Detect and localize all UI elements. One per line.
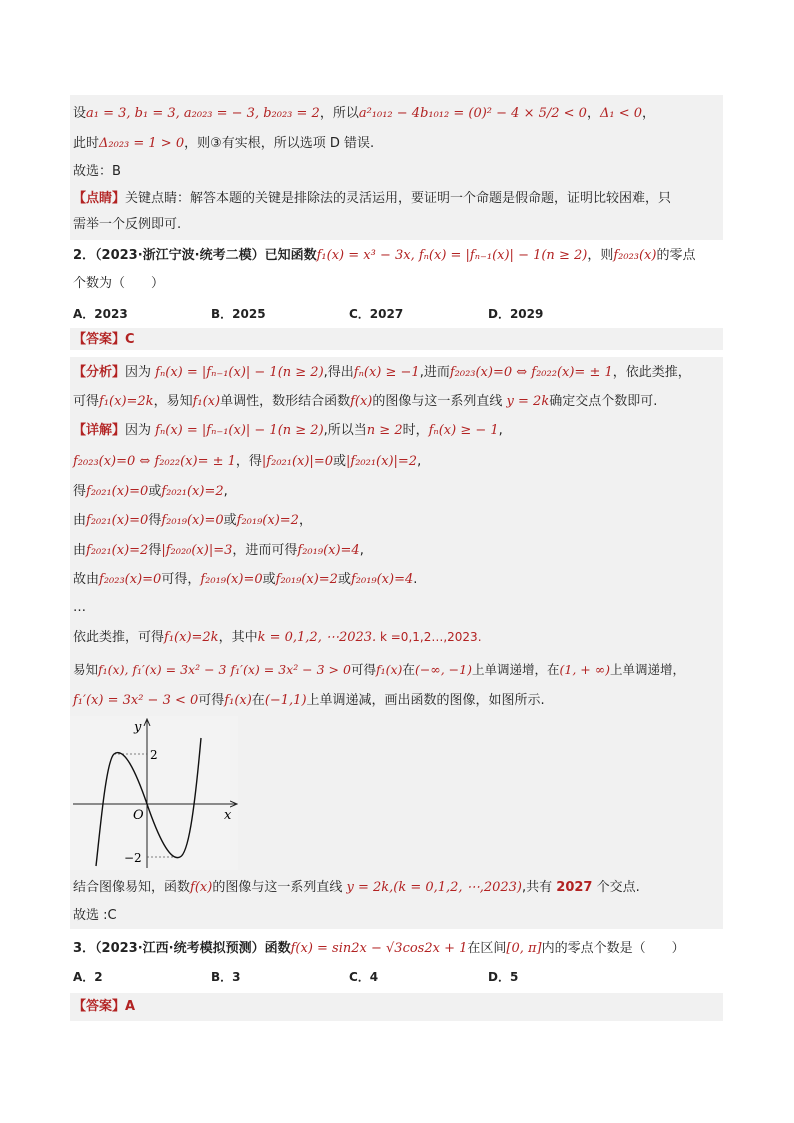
text: 得 [148, 543, 162, 558]
function-graph-svg [70, 716, 238, 870]
text: 的图像与这一系列直线 [372, 394, 503, 409]
text: 故选：B [73, 164, 121, 179]
q2-answer: 【答案】C [73, 332, 135, 347]
q3-option-c: C．4 [349, 970, 379, 984]
text: 或 [262, 572, 276, 587]
math: f₂₀₁₉(x)=0 [200, 572, 263, 587]
text: 故选 :C [73, 908, 117, 923]
math: f₂₀₁₉(x)=2 [275, 572, 338, 587]
math: f₂₀₂₃(x)=0 [99, 572, 162, 587]
text: ,所以当 [323, 423, 367, 438]
answer-block-3 [70, 993, 723, 1021]
math: [0, π] [506, 941, 542, 956]
q2-detail-line-3 [73, 482, 228, 502]
math: f₂₀₂₃(x)=0 ⇔ f₂₀₂₂(x)= ± 1 [449, 365, 613, 380]
text: 可得 [198, 693, 225, 708]
math: f₂₀₁₉(x)=4 [297, 543, 360, 558]
math: f₂₀₂₃(x) [613, 248, 657, 263]
q2-choose [73, 906, 117, 926]
math: f₁(x)=2k [164, 630, 219, 645]
text: … [73, 600, 86, 615]
text: , [417, 454, 422, 469]
text: 需举一个反例即可. [73, 217, 182, 232]
q2-option-b: B．2025 [211, 307, 266, 321]
text: 单调性，数形结合函数 [220, 394, 351, 409]
note-tag: 【点睛】 [73, 191, 126, 206]
text: 故由 [73, 572, 100, 587]
q2-detail-line-9 [73, 660, 685, 680]
math: (−∞, −1) [414, 662, 472, 677]
text: 关键点睛：解答本题的关键是排除法的灵活运用，要证明一个命题是假命题，证明比较困难，只 [125, 191, 672, 206]
s1-line-1 [73, 104, 655, 124]
text: 个交点. [596, 880, 640, 895]
s1-note-line-1 [73, 189, 671, 209]
q2-detail-line-2 [73, 452, 421, 472]
math: y = 2k [506, 394, 550, 409]
math: f₂₀₂₁(x)=0 [86, 513, 149, 528]
q2-detail-line-1 [73, 421, 503, 441]
math: f₁(x) [224, 693, 252, 708]
math: f₁(x) [375, 662, 403, 677]
text: 或 [223, 513, 237, 528]
text: 易知 [73, 662, 99, 677]
math: (1, + ∞) [559, 662, 610, 677]
text: k =0,1,2…,2023. [376, 630, 482, 644]
tick-2: 2 [150, 748, 158, 762]
math: |f₂₀₂₁(x)|=2 [346, 454, 418, 469]
text: 因为 [125, 365, 152, 380]
text: 的零点 [656, 248, 696, 263]
text: ,进而 [419, 365, 450, 380]
text: 依此类推，可得 [73, 630, 165, 645]
q3-answer: 【答案】A [73, 999, 136, 1014]
q3-stem [73, 939, 685, 959]
q2-analysis-line-1 [73, 363, 691, 383]
q2-detail-line-8 [73, 627, 482, 648]
text: ， [586, 106, 600, 121]
text: 由 [73, 543, 87, 558]
s1-note-line-2 [73, 215, 181, 235]
math: f₂₀₂₃(x)=0 ⇔ f₂₀₂₂(x)= ± 1 [73, 454, 236, 469]
text: 得 [73, 484, 87, 499]
text: , [498, 423, 503, 438]
math: f₁′(x) = 3x² − 3 > 0 [230, 662, 351, 677]
cubic-curve [96, 738, 201, 866]
q2-detail-line-5 [73, 541, 364, 561]
text: 在 [402, 662, 415, 677]
math: f(x) = sin2x − √3cos2x + 1 [290, 941, 468, 956]
answer-block-2 [70, 328, 723, 350]
text: 的图像与这一系列直线 [212, 880, 343, 895]
math: Δ₁ < 0 [599, 106, 642, 121]
q3-option-d: D．5 [488, 970, 519, 984]
text: ， [642, 106, 656, 121]
math: fₙ(x) = |fₙ₋₁(x)| − 1(n ≥ 2) [155, 423, 324, 438]
text: ，得 [235, 454, 262, 469]
text: , [223, 484, 228, 499]
text: . [413, 572, 418, 587]
text: 此时 [73, 136, 100, 151]
math: Δ₂₀₂₃ = 1 > 0 [99, 136, 185, 151]
text: 由 [73, 513, 87, 528]
text: ，依此类推， [612, 365, 691, 380]
text: ，进而可得 [232, 543, 298, 558]
text: 得 [148, 513, 162, 528]
math: f₂₀₂₁(x)=2 [86, 543, 149, 558]
math: a²₁₀₁₂ − 4b₁₀₁₂ = (0)² − 4 × 5/2 < 0 [358, 106, 587, 121]
text: 可得 [350, 662, 376, 677]
function-graph [70, 716, 238, 870]
q2-detail-ellipsis [73, 598, 86, 618]
q3-option-a: A．2 [73, 970, 103, 984]
q2-detail-line-11 [73, 878, 640, 898]
math: f₁′(x) = 3x² − 3 < 0 [73, 693, 199, 708]
q2-detail-line-6 [73, 570, 417, 590]
text: 结合图像易知，函数 [73, 880, 191, 895]
detail-tag: 【详解】 [73, 423, 126, 438]
y-label: y [134, 720, 142, 735]
q2-option-a: A．2023 [73, 307, 128, 321]
tick-neg-2: −2 [124, 851, 142, 865]
text: 因为 [125, 423, 152, 438]
analysis-tag: 【分析】 [73, 365, 126, 380]
q3-option-b: B．3 [211, 970, 241, 984]
math: |f₂₀₂₁(x)|=0 [261, 454, 333, 469]
math: n ≥ 2 [366, 423, 403, 438]
math: fₙ(x) ≥ − 1 [428, 423, 499, 438]
math: f₁(x), f₁′(x) = 3x² − 3 [98, 662, 227, 677]
q2-option-d: D．2029 [488, 307, 544, 321]
math: fₙ(x) = |fₙ₋₁(x)| − 1(n ≥ 2) [155, 365, 324, 380]
q2-analysis-line-2 [73, 392, 657, 412]
math: k = 0,1,2, ⋯2023. [257, 630, 377, 645]
text: 上单调递增， [610, 662, 686, 677]
q2-option-c: C．2027 [349, 307, 404, 321]
text: 上单调递增，在 [471, 662, 560, 677]
text: 个数为（ ） [73, 276, 165, 291]
text: 或 [148, 484, 162, 499]
text: ，所以 [319, 106, 359, 121]
origin-label: O [133, 808, 144, 823]
math: f(x) [190, 880, 213, 895]
math: f₁(x)=2k [99, 394, 154, 409]
text: ,得出 [323, 365, 354, 380]
math: f₂₀₂₁(x)=2 [161, 484, 224, 499]
math: f₁(x) = x³ − 3x, fₙ(x) = |fₙ₋₁(x)| − 1(n ≥ 2) [316, 248, 588, 263]
math: |f₂₀₂₀(x)|=3 [161, 543, 233, 558]
text: 或 [337, 572, 351, 587]
math: y = 2k,(k = 0,1,2, ⋯,2023) [346, 880, 522, 895]
text: , [359, 543, 364, 558]
q2-detail-line-10 [73, 691, 545, 711]
text: 可得 [73, 394, 100, 409]
math: a₁ = 3, b₁ = 3, a₂₀₂₃ = − 3, b₂₀₂₃ = 2 [86, 106, 320, 121]
text: 2．（2023·浙江宁波·统考二模）已知函数 [73, 248, 317, 263]
math: f₂₀₁₉(x)=0 [161, 513, 224, 528]
q2-stem-line-1 [73, 246, 695, 266]
x-label: x [224, 808, 232, 823]
s1-line-2 [73, 134, 374, 154]
q2-stem-line-2 [73, 274, 164, 294]
text: 在区间 [467, 941, 507, 956]
text: ，则③有实根，所以选项 D 错误. [184, 136, 375, 151]
text: 上单调递减，画出函数的图像，如图所示. [306, 693, 545, 708]
math: (−1,1) [264, 693, 307, 708]
text: ，则 [587, 248, 614, 263]
text: 可得， [161, 572, 201, 587]
text: 时， [402, 423, 429, 438]
text: ,共有 [522, 880, 553, 895]
text: ， [298, 513, 312, 528]
text: 设 [73, 106, 87, 121]
count: 2027 [556, 880, 593, 895]
math: f₁(x) [192, 394, 221, 409]
text: ，其中 [218, 630, 258, 645]
text: ，易知 [153, 394, 193, 409]
s1-choose [73, 162, 121, 182]
text: 或 [332, 454, 346, 469]
text: 内的零点个数是（ ） [541, 941, 685, 956]
q2-detail-line-4 [73, 511, 312, 531]
math: f(x) [350, 394, 373, 409]
math: f₂₀₁₉(x)=4 [350, 572, 414, 587]
math: fₙ(x) ≥ −1 [353, 365, 420, 380]
text: 确定交点个数即可. [549, 394, 658, 409]
math: f₂₀₁₉(x)=2 [236, 513, 299, 528]
text: 在 [251, 693, 265, 708]
text: 3．（2023·江西·统考模拟预测）函数 [73, 941, 291, 956]
math: f₂₀₂₁(x)=0 [86, 484, 149, 499]
